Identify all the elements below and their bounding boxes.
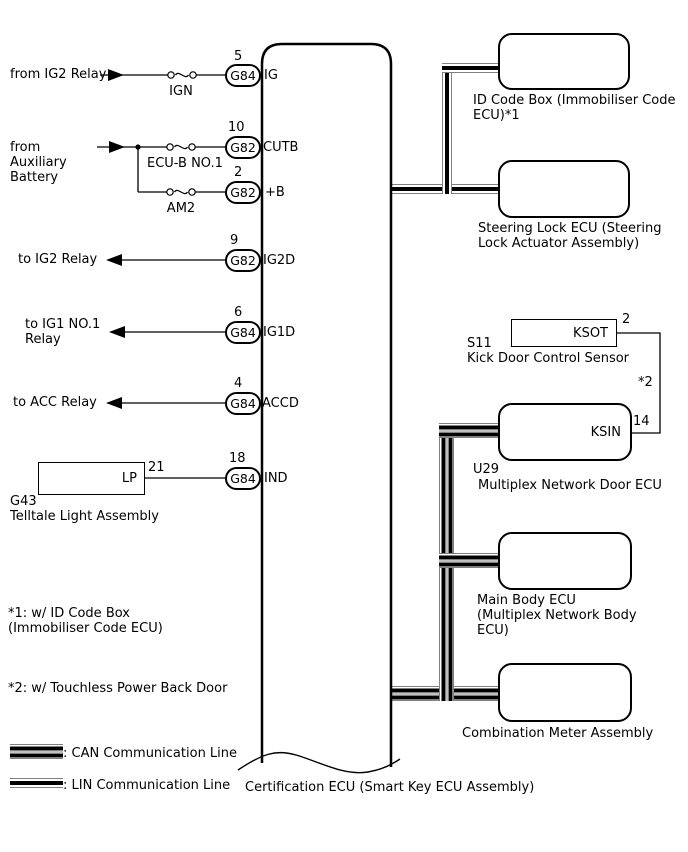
- pin-name: IG1D: [263, 325, 296, 340]
- junction-dot-icon: [135, 144, 140, 149]
- to-acc-relay-label: to ACC Relay: [13, 395, 97, 410]
- connector-oval: [225, 181, 261, 204]
- pin-name: CUTB: [263, 140, 299, 155]
- connector-code: G82: [230, 140, 256, 155]
- arrow-right-icon: [109, 141, 125, 153]
- fuse-ign-label: IGN: [169, 84, 193, 99]
- connector-code: G82: [230, 185, 256, 200]
- id-code-box: [498, 33, 630, 90]
- combination-meter-name: Combination Meter Assembly: [462, 726, 654, 741]
- steering-lock-ecu-box: [498, 160, 630, 218]
- from-aux-battery-line2: Auxiliary: [10, 155, 67, 170]
- multiplex-code: U29: [473, 462, 500, 477]
- ksot-pin-label: KSOT: [573, 325, 608, 341]
- main-body-label-line2: (Multiplex Network Body: [477, 608, 637, 623]
- connector-oval: [225, 64, 261, 87]
- note1-line2: (Immobiliser Code ECU): [8, 621, 163, 636]
- lp-pin-label: LP: [121, 471, 137, 486]
- arrow-left-icon: [106, 397, 122, 409]
- lin-line-legend-icon: [10, 778, 63, 788]
- from-ig2-relay-label: from IG2 Relay: [10, 67, 107, 82]
- pin-number: 2: [234, 165, 243, 180]
- connector-code: G82: [230, 253, 256, 268]
- fuse-am2-label: AM2: [166, 201, 196, 216]
- from-aux-battery-line3: Battery: [10, 170, 59, 185]
- pin-number: 6: [234, 305, 243, 320]
- main-body-label-line1: Main Body ECU: [477, 593, 576, 608]
- combination-meter-box: [498, 663, 632, 722]
- can-bus-to-main-body-ecu: [439, 553, 500, 568]
- kick-sensor-note: *2: [638, 375, 653, 390]
- connector-oval: [225, 467, 261, 490]
- pin-name: IND: [264, 471, 288, 486]
- telltale-light-box: [38, 462, 145, 495]
- can-line-legend-icon: [10, 744, 63, 759]
- connector-code: G84: [230, 471, 256, 486]
- connector-oval: [225, 249, 261, 272]
- arrow-right-icon: [108, 69, 124, 81]
- main-body-ecu-box: [498, 532, 632, 590]
- pin-name: ACCD: [262, 396, 299, 411]
- connector-code: G84: [230, 325, 256, 340]
- multiplex-name: Multiplex Network Door ECU: [478, 478, 662, 493]
- telltale-pin-number: 21: [148, 460, 165, 475]
- to-ig1-relay-line1: to IG1 NO.1: [25, 317, 101, 332]
- pin-number: 18: [229, 451, 246, 466]
- connector-oval: [225, 136, 261, 159]
- pin-number: 4: [234, 376, 243, 391]
- kick-door-control-sensor-box: [511, 319, 617, 347]
- connector-code: G84: [230, 68, 256, 83]
- lin-legend-label: : LIN Communication Line: [63, 778, 231, 793]
- fuse-icon: [167, 144, 195, 150]
- connector-oval: [225, 321, 261, 344]
- ksot-pin-number: 2: [622, 312, 631, 327]
- pin-number: 9: [230, 233, 239, 248]
- pin-name: IG2D: [263, 253, 296, 268]
- telltale-code: G43: [10, 494, 37, 509]
- ecu-break-wave-icon: [238, 753, 400, 773]
- telltale-name: Telltale Light Assembly: [10, 509, 159, 524]
- main-body-label-line3: ECU): [477, 623, 509, 638]
- ksin-pin-label: KSIN: [590, 424, 621, 440]
- pin-name: +B: [265, 185, 285, 200]
- from-aux-battery-line1: from: [10, 140, 41, 155]
- kick-sensor-name: Kick Door Control Sensor: [467, 351, 630, 366]
- note2: *2: w/ Touchless Power Back Door: [8, 681, 228, 696]
- fuse-icon: [167, 189, 195, 195]
- id-code-box-label-line1: ID Code Box (Immobiliser Code: [473, 93, 676, 108]
- pin-name: IG: [264, 68, 278, 83]
- pin-number: 10: [228, 120, 245, 135]
- ksin-pin-number: 14: [633, 414, 650, 429]
- can-legend-label: : CAN Communication Line: [63, 746, 238, 761]
- steering-lock-label-line2: Lock Actuator Assembly): [478, 236, 640, 251]
- fuse-ecu-b-label: ECU-B NO.1: [147, 156, 223, 171]
- kick-sensor-code: S11: [467, 336, 492, 351]
- id-code-box-label-line2: ECU)*1: [473, 108, 520, 123]
- to-ig2-relay-label: to IG2 Relay: [18, 252, 98, 267]
- pin-number: 5: [234, 49, 243, 64]
- connector-code: G84: [230, 396, 256, 411]
- steering-lock-label-line1: Steering Lock ECU (Steering: [478, 221, 662, 236]
- to-ig1-relay-line2: Relay: [25, 332, 61, 347]
- multiplex-door-ecu-box: [498, 403, 632, 461]
- certification-ecu-label: Certification ECU (Smart Key ECU Assembly): [245, 780, 535, 795]
- arrow-left-icon: [106, 254, 122, 266]
- fuse-icon: [168, 72, 196, 78]
- lin-bus-to-id-code-box: [442, 63, 500, 73]
- lin-bus-vertical: [442, 63, 452, 194]
- arrow-left-icon: [109, 326, 125, 338]
- connector-oval: [225, 392, 261, 415]
- note1-line1: *1: w/ ID Code Box: [8, 606, 130, 621]
- can-bus-to-multiplex-door-ecu: [439, 423, 500, 438]
